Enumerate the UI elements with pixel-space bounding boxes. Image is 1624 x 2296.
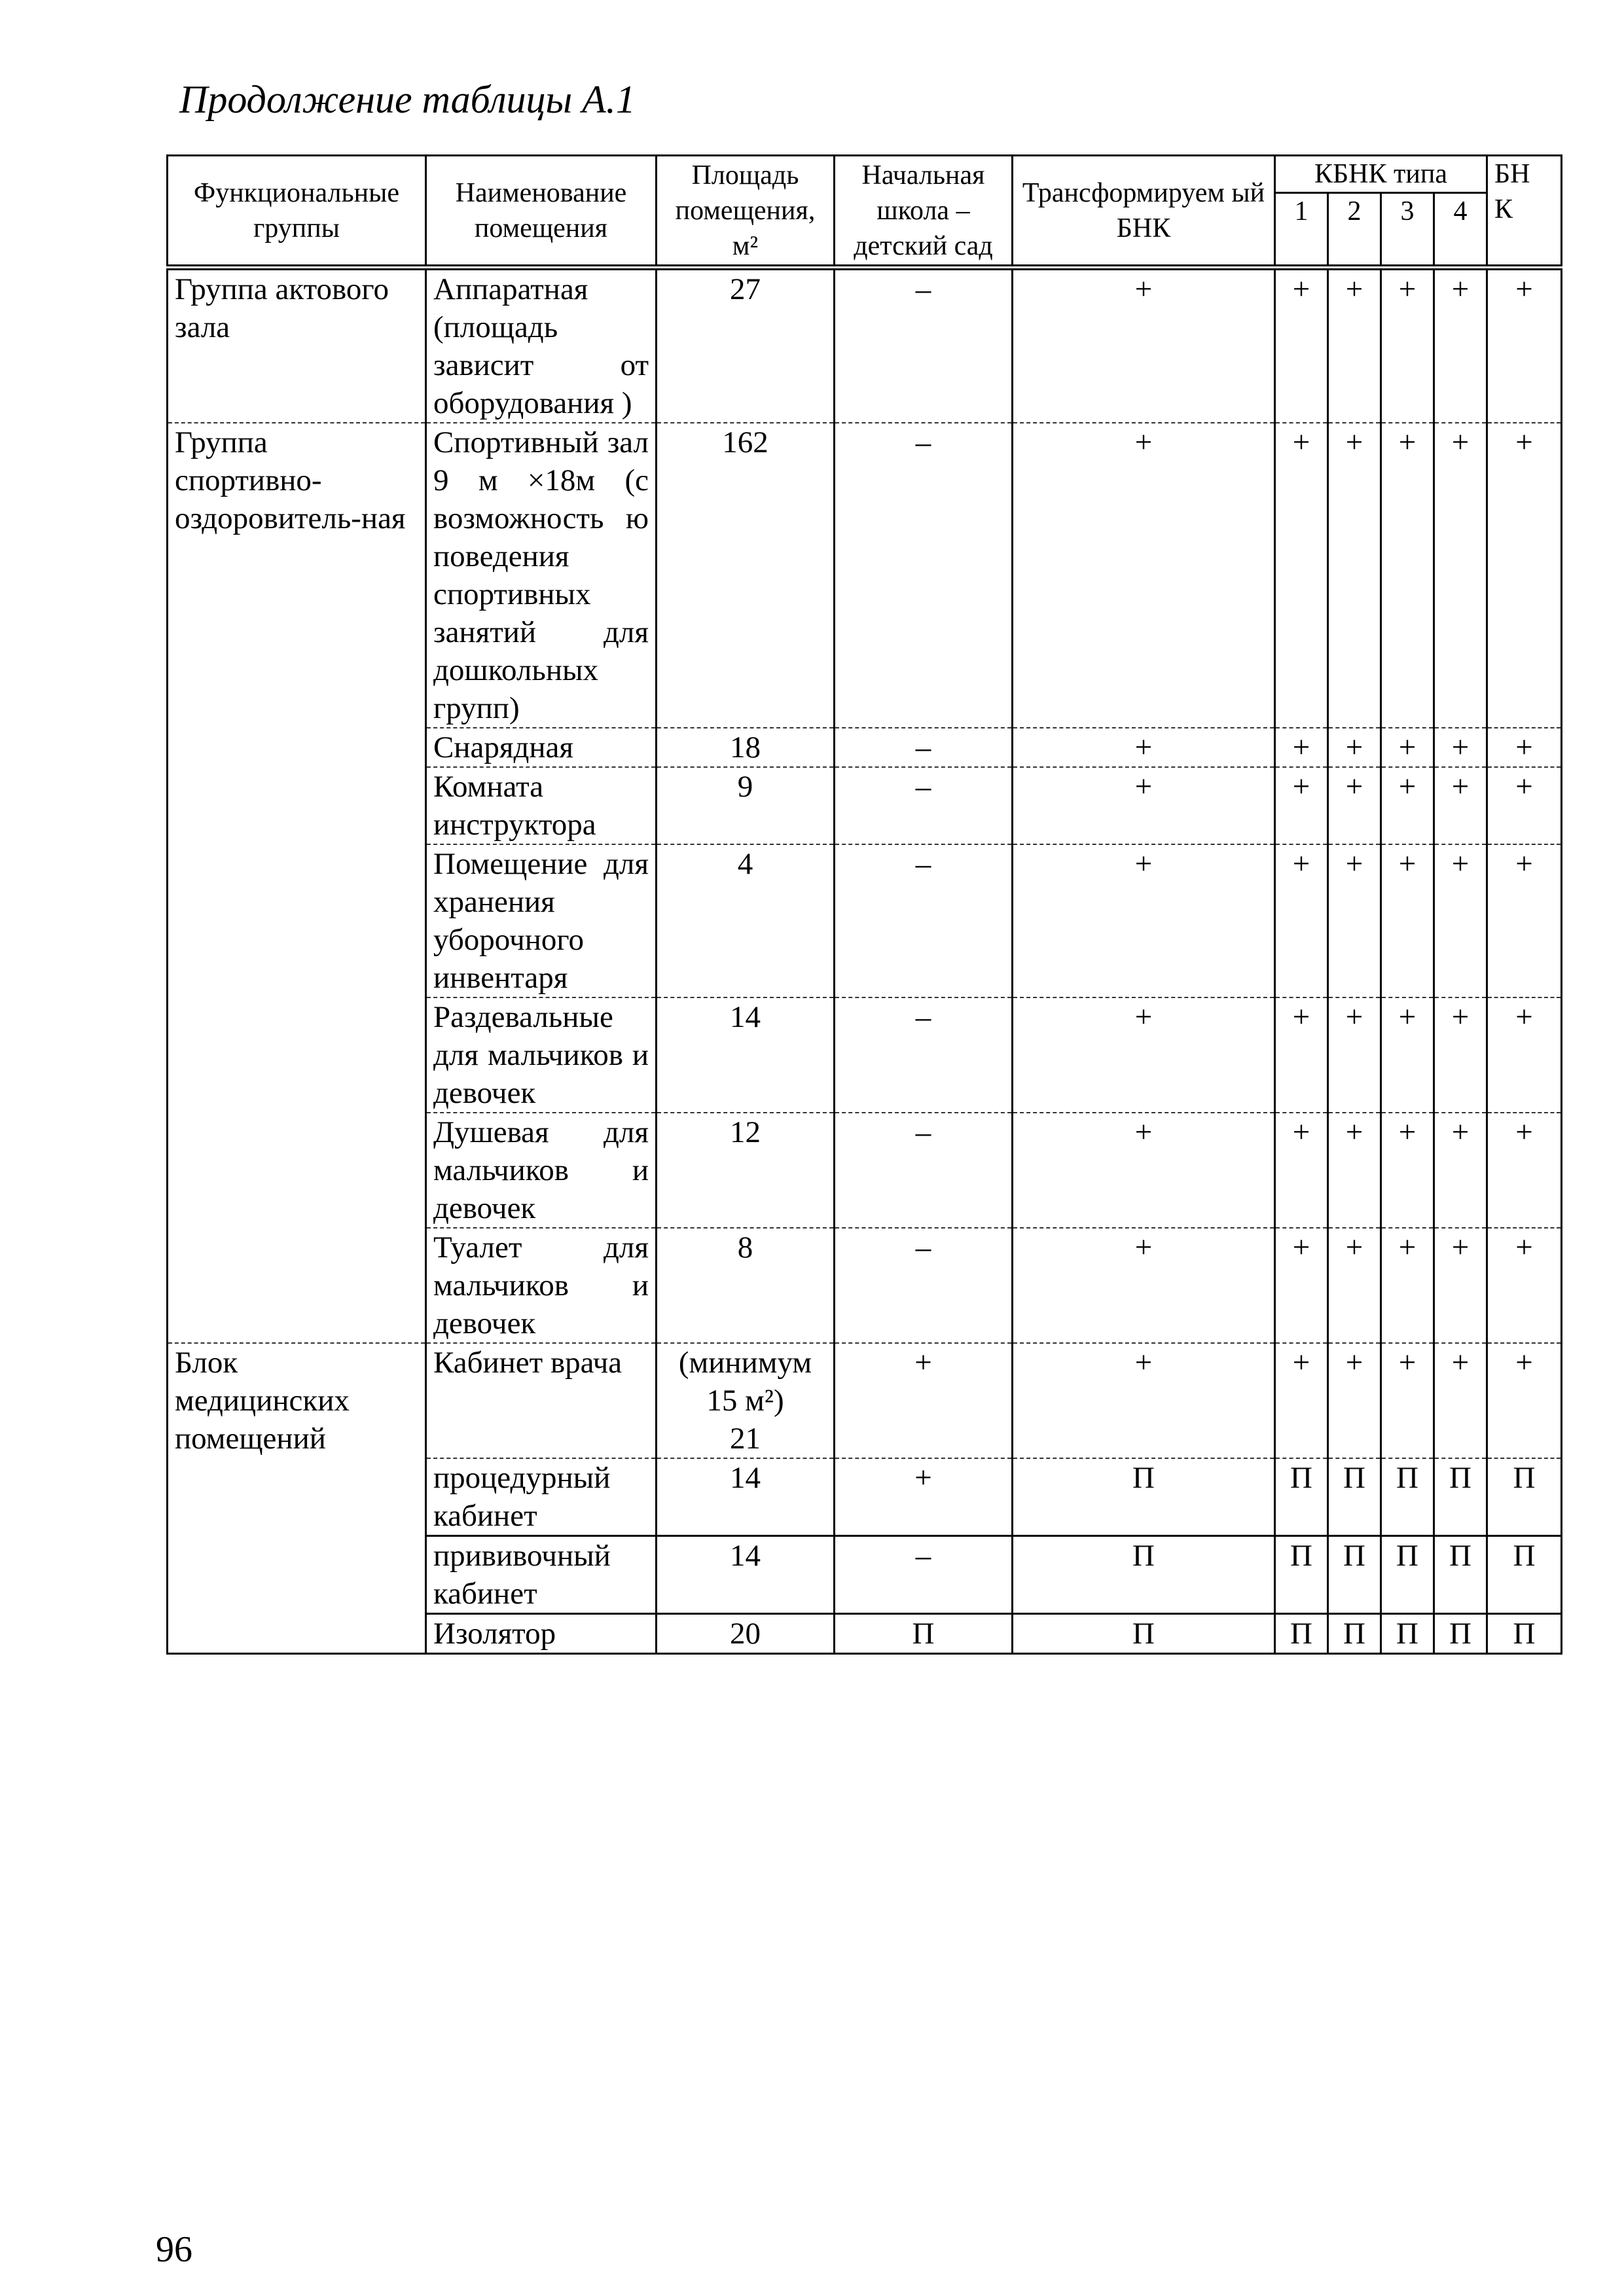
kbnk2-cell: П xyxy=(1328,1458,1381,1536)
header-room-name: Наименование помещения xyxy=(426,156,657,268)
room-cell: Помещение для хранения уборочного инвентаря xyxy=(426,844,657,997)
transform-cell: + xyxy=(1013,844,1275,997)
transform-cell: + xyxy=(1013,1228,1275,1343)
bnk-cell: П xyxy=(1487,1458,1562,1536)
kbnk4-cell: + xyxy=(1434,1228,1487,1343)
kbnk3-cell: П xyxy=(1381,1458,1434,1536)
kbnk1-cell: + xyxy=(1275,997,1328,1113)
room-cell: процедурный кабинет xyxy=(426,1458,657,1536)
kbnk3-cell: + xyxy=(1381,268,1434,423)
page-number: 96 xyxy=(156,2229,192,2270)
kbnk1-cell: + xyxy=(1275,844,1328,997)
school-cell: – xyxy=(835,997,1013,1113)
room-cell: Снарядная xyxy=(426,728,657,767)
kbnk4-cell: + xyxy=(1434,268,1487,423)
area-cell: 20 xyxy=(657,1614,835,1654)
kbnk3-cell: + xyxy=(1381,423,1434,728)
kbnk3-cell: + xyxy=(1381,1228,1434,1343)
kbnk3-cell: + xyxy=(1381,1343,1434,1458)
bnk-cell: + xyxy=(1487,1343,1562,1458)
school-cell: – xyxy=(835,728,1013,767)
area-cell: 14 xyxy=(657,1458,835,1536)
kbnk1-cell: + xyxy=(1275,1343,1328,1458)
kbnk3-cell: + xyxy=(1381,997,1434,1113)
kbnk4-cell: + xyxy=(1434,423,1487,728)
school-cell: + xyxy=(835,1458,1013,1536)
header-area: Площадь помещения, м² xyxy=(657,156,835,268)
room-cell: Туалет для мальчиков и девочек xyxy=(426,1228,657,1343)
kbnk2-cell: + xyxy=(1328,268,1381,423)
kbnk1-cell: + xyxy=(1275,423,1328,728)
header-kbnk-3: 3 xyxy=(1381,193,1434,268)
bnk-cell: + xyxy=(1487,1228,1562,1343)
header-functional-groups: Функциональные группы xyxy=(168,156,426,268)
transform-cell: П xyxy=(1013,1614,1275,1654)
school-cell: – xyxy=(835,844,1013,997)
kbnk4-cell: + xyxy=(1434,728,1487,767)
kbnk2-cell: П xyxy=(1328,1536,1381,1614)
room-cell: Душевая для мальчиков и девочек xyxy=(426,1113,657,1228)
kbnk2-cell: + xyxy=(1328,767,1381,844)
area-note: (минимум 15 м²) xyxy=(678,1346,812,1418)
group-cell: Группа спортивно-оздоровитель-ная xyxy=(168,423,426,1343)
school-cell: + xyxy=(835,1343,1013,1458)
kbnk4-cell: П xyxy=(1434,1614,1487,1654)
transform-cell: + xyxy=(1013,997,1275,1113)
area-cell: 9 xyxy=(657,767,835,844)
area-cell: 14 xyxy=(657,1536,835,1614)
room-cell: прививочный кабинет xyxy=(426,1536,657,1614)
kbnk2-cell: + xyxy=(1328,997,1381,1113)
area-cell: 27 xyxy=(657,268,835,423)
bnk-cell: + xyxy=(1487,1113,1562,1228)
room-cell: Изолятор xyxy=(426,1614,657,1654)
kbnk2-cell: + xyxy=(1328,1113,1381,1228)
rooms-table xyxy=(166,154,1562,1655)
transform-cell: + xyxy=(1013,728,1275,767)
school-cell: – xyxy=(835,1113,1013,1228)
header-kbnk-2: 2 xyxy=(1328,193,1381,268)
area-cell: 4 xyxy=(657,844,835,997)
room-cell: Аппаратная (площадь зависит от оборудования ) xyxy=(426,268,657,423)
kbnk3-cell: + xyxy=(1381,728,1434,767)
kbnk1-cell: + xyxy=(1275,1113,1328,1228)
kbnk4-cell: + xyxy=(1434,997,1487,1113)
school-cell: – xyxy=(835,1228,1013,1343)
kbnk1-cell: П xyxy=(1275,1536,1328,1614)
kbnk4-cell: + xyxy=(1434,844,1487,997)
kbnk2-cell: + xyxy=(1328,423,1381,728)
kbnk1-cell: + xyxy=(1275,1228,1328,1343)
bnk-cell: П xyxy=(1487,1536,1562,1614)
kbnk4-cell: + xyxy=(1434,1343,1487,1458)
transform-cell: + xyxy=(1013,268,1275,423)
bnk-cell: П xyxy=(1487,1614,1562,1654)
kbnk3-cell: П xyxy=(1381,1536,1434,1614)
transform-cell: П xyxy=(1013,1458,1275,1536)
transform-cell: + xyxy=(1013,423,1275,728)
transform-cell: П xyxy=(1013,1536,1275,1614)
transform-cell: + xyxy=(1013,1343,1275,1458)
kbnk2-cell: + xyxy=(1328,728,1381,767)
kbnk2-cell: + xyxy=(1328,1228,1381,1343)
room-cell: Спортивный зал 9 м ×18м (с возможность ю поведения спортивных занятий для дошкольных групп) xyxy=(426,423,657,728)
kbnk1-cell: + xyxy=(1275,767,1328,844)
area-cell xyxy=(657,1343,835,1458)
table-row xyxy=(168,268,1562,423)
header-primary-school: Начальная школа – детский сад xyxy=(835,156,1013,268)
kbnk1-cell: П xyxy=(1275,1458,1328,1536)
area-cell: 12 xyxy=(657,1113,835,1228)
kbnk3-cell: + xyxy=(1381,844,1434,997)
table-row xyxy=(168,423,1562,728)
area-cell: 162 xyxy=(657,423,835,728)
school-cell: – xyxy=(835,1536,1013,1614)
school-cell: – xyxy=(835,268,1013,423)
bnk-cell: + xyxy=(1487,767,1562,844)
school-cell: – xyxy=(835,423,1013,728)
table-row xyxy=(168,1343,1562,1458)
kbnk1-cell: П xyxy=(1275,1614,1328,1654)
kbnk3-cell: + xyxy=(1381,767,1434,844)
transform-cell: + xyxy=(1013,767,1275,844)
kbnk2-cell: + xyxy=(1328,1343,1381,1458)
header-transformable-bnk: Трансформируем ый БНК xyxy=(1013,156,1275,268)
group-cell: Группа актового зала xyxy=(168,268,426,423)
transform-cell: + xyxy=(1013,1113,1275,1228)
bnk-cell: + xyxy=(1487,728,1562,767)
header-kbnk-4: 4 xyxy=(1434,193,1487,268)
kbnk4-cell: + xyxy=(1434,767,1487,844)
bnk-cell: + xyxy=(1487,268,1562,423)
group-cell: Блок медицинских помещений xyxy=(168,1343,426,1654)
kbnk2-cell: + xyxy=(1328,844,1381,997)
area-cell: 14 xyxy=(657,997,835,1113)
kbnk2-cell: П xyxy=(1328,1614,1381,1654)
area-value: 21 xyxy=(730,1422,761,1456)
room-cell: Раздевальные для мальчиков и девочек xyxy=(426,997,657,1113)
bnk-cell: + xyxy=(1487,423,1562,728)
header-bnk: БН К xyxy=(1487,156,1562,268)
kbnk4-cell: П xyxy=(1434,1536,1487,1614)
bnk-cell: + xyxy=(1487,844,1562,997)
header-kbnk-type: КБНК типа xyxy=(1275,156,1487,193)
kbnk1-cell: + xyxy=(1275,268,1328,423)
kbnk3-cell: П xyxy=(1381,1614,1434,1654)
kbnk1-cell: + xyxy=(1275,728,1328,767)
table-caption: Продолжение таблицы А.1 xyxy=(179,78,636,121)
room-cell: Комната инструктора xyxy=(426,767,657,844)
school-cell: – xyxy=(835,767,1013,844)
area-cell: 8 xyxy=(657,1228,835,1343)
kbnk3-cell: + xyxy=(1381,1113,1434,1228)
room-cell: Кабинет врача xyxy=(426,1343,657,1458)
kbnk4-cell: + xyxy=(1434,1113,1487,1228)
school-cell: П xyxy=(835,1614,1013,1654)
bnk-cell: + xyxy=(1487,997,1562,1113)
kbnk4-cell: П xyxy=(1434,1458,1487,1536)
header-kbnk-1: 1 xyxy=(1275,193,1328,268)
area-cell: 18 xyxy=(657,728,835,767)
